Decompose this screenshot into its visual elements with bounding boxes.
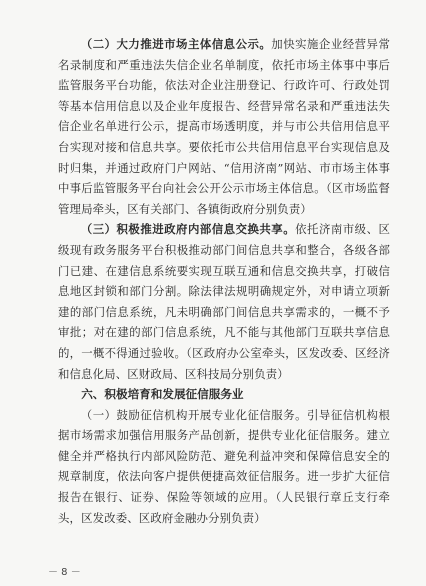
- paragraph-body: 加快实施企业经营异常名录制度和严重违法失信企业名单制度，依托市场主体事中事后监管服务平台功能，依法对企业注册登记、行政许可、行政处罚等基本信用信息以及企业年度报告、经营异常名录和严重违法失信企业名单进行公示，提高市场透明度，并与市公共信用信息平台实现对接和信息共享。要依托市公共信用信息平台实现信息及时归集，并通过政府门户网站、“信用济南”网站、市市场主体事中事后监管服务平台向社会公开公示市场主体信息。（区市场监督管理局牵头，区有关部门、各镇街政府分别负责）: [58, 37, 390, 216]
- paragraph-lead: （一）鼓励征信机构开展专业化征信服务。: [80, 407, 308, 422]
- paragraph-lead: （二）大力推进市场主体信息公示。: [80, 37, 272, 51]
- section-heading: 六、积极培育和发展征信服务业: [81, 387, 244, 402]
- paragraph-body: 依托济南市级、区级现有政务服务平台积极推动部门间信息共享和整合，各级各部门已建、在建信息系统要实现互联互通和信息交换共享，打破信息地区封锁和部门分割。除法律法规明确规定外，对申请立项新建的部门信息系统，凡未明确部门间信息共享需求的，一概不予审批；对在建的部门信息系统，凡不能与其他部门互联共享信息的，一概不得通过验收。（区政府办公室牵头，区发改委、区经济和信息化局、区财政局、区科技局分别负责）: [58, 222, 391, 381]
- paragraph-internal-info-sharing: [58, 219, 390, 384]
- paragraph-credit-agency-services: [58, 405, 390, 529]
- paragraph-lead: （三）积极推进政府内部信息交换共享。: [80, 222, 296, 237]
- page-number: － 8 －: [48, 567, 81, 578]
- paragraph-market-info-publicity: [58, 34, 390, 219]
- paragraph-body: 引导征信机构根据市场需求加强信用服务产品创新，提供专业化征信服务。建立健全并严格执行内部风险防范、避免利益冲突和保障信息安全的规章制度，依法向客户提供便捷高效征信服务。进一步扩大征信报告在银行、证券、保险等领域的应用。（人民银行章丘支行牵头，区发改委、区政府金融办分别负责）: [58, 407, 390, 525]
